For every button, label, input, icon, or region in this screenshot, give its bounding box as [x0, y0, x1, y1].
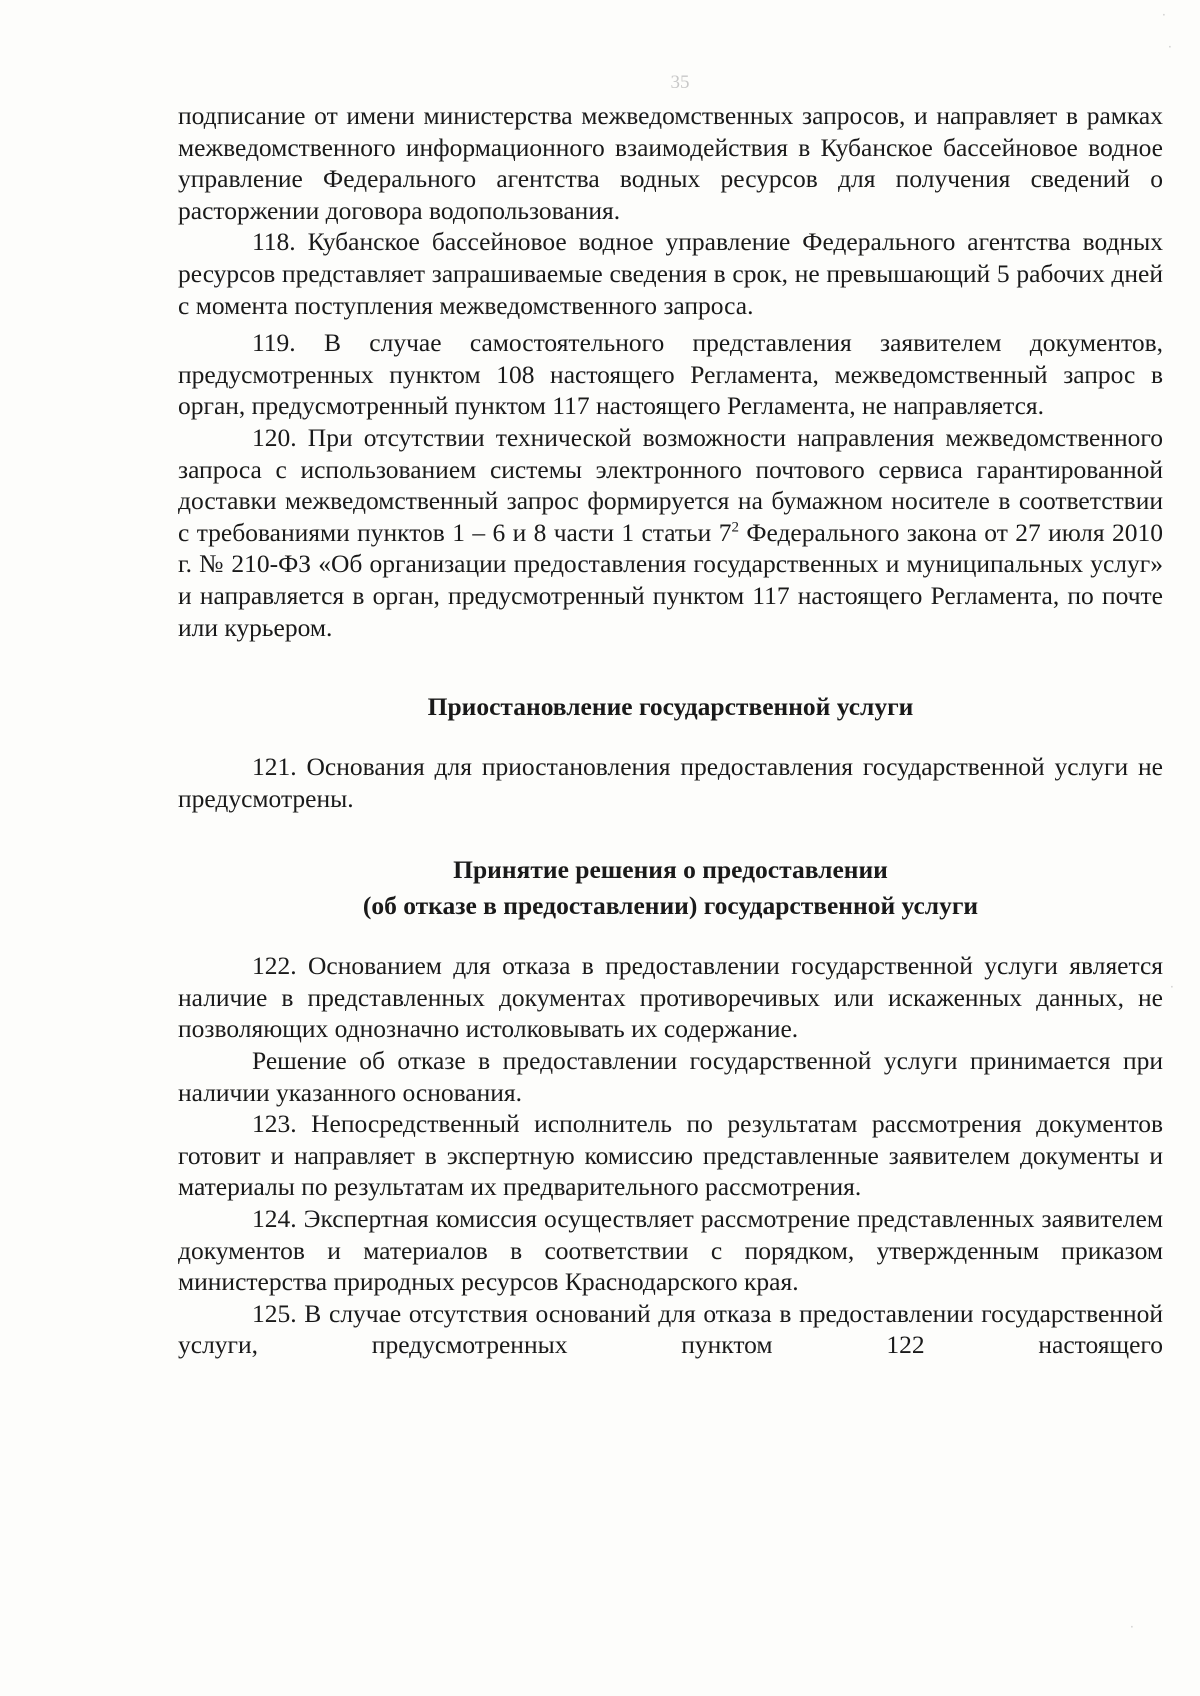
- section-heading-decision-line1: Принятие решения о предоставлении: [453, 855, 888, 885]
- section-heading-decision: [178, 852, 1163, 924]
- document-body: [178, 100, 1163, 1361]
- paragraph-122: 122. Основанием для отказа в предоставлении государственной услуги является наличие в представленных документах противоречивых или искаженных данных, не позволяющих однозначно истолковывать их содержание.: [178, 951, 1163, 1044]
- paragraph-123: 123. Непосредственный исполнитель по результатам рассмотрения документов готовит и направляет в экспертную комиссию представленные заявителем документы и материалы по результатам их предварительного рассмотрения.: [178, 1109, 1163, 1202]
- paragraph-120-text: 120. При отсутствии технической возможности направления межведомственного запроса с использованием системы электронного почтового сервиса гарантированной доставки межведомственный запрос формируется на бумажном носителе в соответствии с требованиями пунктов 1 – 6 и 8 части 1 статьи 7: [178, 422, 1163, 547]
- page-number: 35: [670, 72, 690, 93]
- paragraph-120-text-cont: Федерального закона от 27 июля 2010 г. № 210-ФЗ «Об организации предоставления государственных и муниципальных услуг» и направляется в орган, предусмотренный пунктом 117 настоящего Регламента, по почте или курьером.: [178, 517, 1164, 642]
- section-heading-decision-line2: (об отказе в предоставлении) государственной услуги: [362, 891, 979, 921]
- paragraph-117-continuation: подписание от имени министерства межведомственных запросов, и направляет в рамках межведомственного информационного взаимодействия в Кубанское бассейновое водное управление Федерального агентства водных ресурсов для получения сведений о расторжении договора водопользования.: [178, 101, 1163, 225]
- section-heading-suspension: Приостановление государственной услуги: [427, 692, 914, 722]
- scan-mark: ·: [1130, 1620, 1134, 1634]
- scan-mark: ·: [1170, 980, 1174, 994]
- paragraph-124: 124. Экспертная комиссия осуществляет рассмотрение представленных заявителем документов и материалов в соответствии с порядком, утвержденным приказом министерства природных ресурсов Краснодарского края.: [178, 1204, 1163, 1297]
- paragraph-118: 118. Кубанское бассейновое водное управление Федерального агентства водных ресурсов представляет запрашиваемые сведения в срок, не превышающий 5 рабочих дней с момента поступления межведомственного запроса.: [178, 227, 1163, 320]
- paragraph-125: 125. В случае отсутствия оснований для отказа в предоставлении государственной услуги, предусмотренных пунктом 122 настоящего: [178, 1298, 1163, 1360]
- paragraph-119: 119. В случае самостоятельного представления заявителем документов, предусмотренных пунктом 108 настоящего Регламента, межведомственный запрос в орган, предусмотренный пунктом 117 настоящего Регламента, не направляется.: [178, 328, 1163, 421]
- paragraph-121: 121. Основания для приостановления предоставления государственной услуги не предусмотрены.: [178, 752, 1163, 813]
- paragraph-120-superscript: 2: [731, 519, 739, 536]
- paragraph-122-decision: Решение об отказе в предоставлении государственной услуги принимается при наличии указанного основания.: [178, 1046, 1163, 1107]
- scan-mark: ·: [1162, 8, 1166, 22]
- scan-mark: ·: [1168, 40, 1172, 54]
- paragraph-120: [178, 422, 1163, 643]
